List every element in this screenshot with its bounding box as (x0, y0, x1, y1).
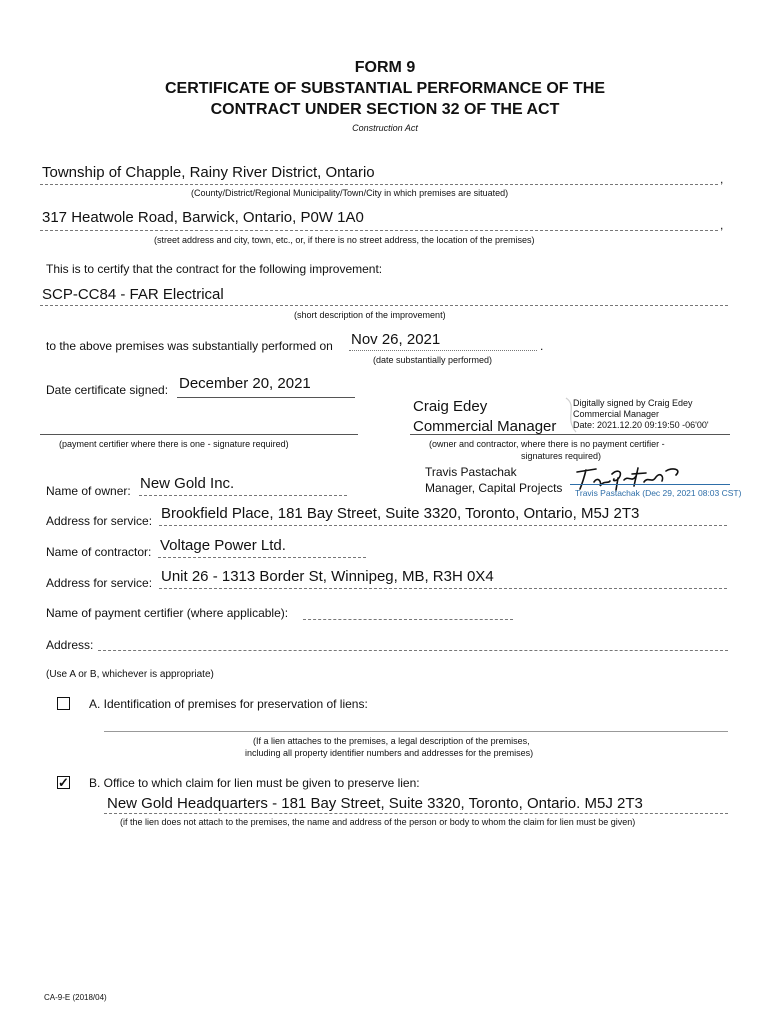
form-code: CA-9-E (2018/04) (44, 993, 107, 1002)
owner-contractor-caption-1: (owner and contractor, where there is no payment certifier - (429, 439, 665, 449)
owner-name-label: Name of owner: (46, 484, 131, 498)
certificate-signed-date-field[interactable]: December 20, 2021 (179, 375, 311, 392)
form-title-line-1: CERTIFICATE OF SUBSTANTIAL PERFORMANCE OF THE (165, 80, 605, 97)
contractor-address-line (159, 588, 727, 589)
owner-address-line (159, 525, 727, 526)
certify-intro: This is to certify that the contract for the following improvement: (46, 262, 383, 276)
owner-address-label: Address for service: (46, 514, 153, 528)
option-b-field[interactable]: New Gold Headquarters - 181 Bay Street, Suite 3320, Toronto, Ontario. M5J 2T3 (107, 795, 643, 812)
form-title-line-2: CONTRACT UNDER SECTION 32 OF THE ACT (210, 101, 560, 118)
esign-line (570, 484, 730, 485)
digital-signature-line-3: Date: 2021.12.20 09:19:50 -06'00' (573, 420, 709, 430)
option-b-checkbox[interactable] (57, 776, 70, 789)
option-b-line (104, 813, 728, 814)
premises-address-caption: (street address and city, town, etc., or, if there is no street address, the location of the premises) (154, 235, 535, 245)
owner-signer-name: Craig Edey (413, 398, 488, 415)
digital-signature-block (573, 398, 709, 431)
improvement-field[interactable]: SCP-CC84 - FAR Electrical (42, 286, 224, 303)
owner-name-field[interactable]: New Gold Inc. (140, 475, 235, 492)
municipality-line (40, 184, 718, 185)
certificate-signed-date-line (177, 397, 355, 398)
option-a-caption-2: including all property identifier numbers and addresses for the premises) (245, 748, 534, 758)
payment-certifier-caption: (payment certifier where there is one - signature required) (59, 439, 289, 449)
option-b-label: B. Office to which claim for lien must be given to preserve lien: (89, 776, 420, 790)
option-a-label: A. Identification of premises for preservation of liens: (89, 697, 368, 711)
performed-date-caption: (date substantially performed) (373, 355, 493, 365)
payment-certifier-address-field[interactable] (98, 650, 728, 651)
municipality-field[interactable]: Township of Chapple, Rainy River District, Ontario (42, 164, 375, 181)
option-b-caption: (if the lien does not attach to the premises, the name and address of the person or body to whom the claim for lien must be given) (120, 817, 636, 827)
contractor-address-label: Address for service: (46, 576, 153, 590)
owner-contractor-signature-line[interactable] (410, 434, 730, 435)
owner-name-line (139, 495, 347, 496)
contractor-address-field[interactable]: Unit 26 - 1313 Border St, Winnipeg, MB, R3H 0X4 (161, 568, 494, 585)
contractor-name-label: Name of contractor: (46, 545, 152, 559)
owner-address-field[interactable]: Brookfield Place, 181 Bay Street, Suite 3320, Toronto, Ontario, M5J 2T3 (161, 505, 640, 522)
payment-certifier-label: Name of payment certifier (where applicable): (46, 606, 289, 620)
options-instruction: (Use A or B, whichever is appropriate) (46, 669, 214, 680)
performed-period: . (540, 339, 544, 353)
performed-date-line (349, 350, 537, 351)
owner-contractor-caption-2: signatures required) (521, 451, 602, 461)
esign-stamp: Travis Pastachak (Dec 29, 2021 08:03 CST) (575, 488, 742, 498)
premises-address-field[interactable]: 317 Heatwole Road, Barwick, Ontario, P0W 1A0 (42, 209, 364, 226)
payment-certifier-signature-line[interactable] (40, 434, 358, 435)
act-name: Construction Act (352, 123, 418, 133)
performed-date-field[interactable]: Nov 26, 2021 (351, 331, 441, 348)
option-a-caption-1: (If a lien attaches to the premises, a legal description of the premises, (253, 736, 530, 746)
owner-signer-title: Commercial Manager (413, 418, 557, 435)
premises-address-line (40, 230, 718, 231)
payment-certifier-address-label: Address: (46, 638, 94, 652)
improvement-line (40, 305, 728, 306)
contractor-signer-name: Travis Pastachak (425, 465, 517, 479)
option-a-checkbox[interactable] (57, 697, 70, 710)
performed-label: to the above premises was substantially performed on (46, 339, 333, 353)
contractor-name-field[interactable]: Voltage Power Ltd. (160, 537, 286, 554)
option-a-field[interactable] (104, 731, 728, 732)
contractor-signer-title: Manager, Capital Projects (425, 481, 563, 495)
certificate-signed-label: Date certificate signed: (46, 383, 169, 397)
digital-signature-line-2: Commercial Manager (573, 409, 660, 419)
improvement-caption: (short description of the improvement) (294, 310, 446, 320)
digital-signature-line-1: Digitally signed by Craig Edey (573, 398, 693, 408)
municipality-caption: (County/District/Regional Municipality/Town/City in which premises are situated) (191, 188, 509, 198)
checkmark-icon: ✓ (58, 775, 69, 790)
form-number: FORM 9 (354, 59, 416, 76)
payment-certifier-field[interactable] (303, 619, 513, 620)
contractor-name-line (158, 557, 366, 558)
municipality-comma: , (720, 172, 724, 186)
premises-address-comma: , (720, 218, 724, 232)
